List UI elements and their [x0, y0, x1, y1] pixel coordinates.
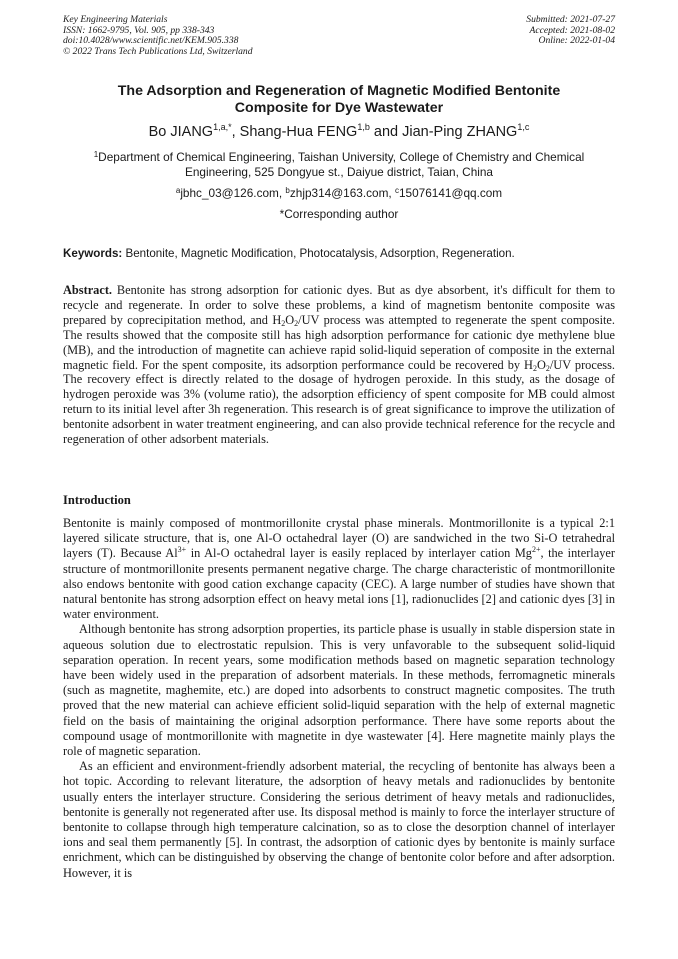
paper-title: The Adsorption and Regeneration of Magnetic Modified Bentonite Composite for Dye Wastewater	[117, 83, 561, 116]
author-emails: $^a$jbhc_03@126.com, $^b$zhjp314@163.com, $^c$15076141@qq.com	[175, 186, 503, 200]
author-affiliation-mark: 1,a,*	[213, 122, 232, 132]
dates-header	[526, 15, 615, 47]
keywords	[63, 247, 615, 261]
paragraph: Although bentonite has strong adsorption properties, its particle phase is usually in stable dispersion state in aqueous solution due to electrostatic repulsion. This is very unfavorable to the subsequent solid-liquid separation operation. In recent years, some modification methods based on magnetic separation technology have been widely used in the preparation of adsorbent materials. In these methods, ferromagnetic minerals (such as magnetite, maghemite, etc.) are doped into adsorbents to construct magnetic composites. The truth proved that the new material can achieve efficient solid-liquid separation with the help of external magnetic field on the basis of maintaining the original adsorption performance. There have some reports about the compound usage of montmorillonite with magnetite in dye wastewater [4]. Here magnetite mainly plays the role of magnetic separation.	[63, 622, 615, 759]
introduction-body	[63, 516, 615, 881]
issn-line: ISSN: 1662-9795, Vol. 905, pp 338-343	[63, 24, 215, 36]
abstract-label: Abstract.	[63, 283, 113, 297]
keywords-text: Bentonite, Magnetic Modification, Photocatalysis, Adsorption, Regeneration.	[122, 247, 515, 260]
email-link[interactable]: 15076141@qq.com	[398, 186, 503, 200]
paragraph: As an efficient and environment-friendly adsorbent material, the recycling of bentonite has always been a hot topic. According to relevant literature, the adsorption of heavy metals and radionuclides by bentonite usually enters the interlayer structure. Considering the serious detriment of heavy metals and radionuclides, bentonite is generally not regenerated after use. Its disposal method is mainly to force the interlayer structure of bentonite to collapse through high temperature calcination, so as to close the desorption channel of interlayer ions and seal them permanently [5]. In contrast, the adsorption of cationic dyes by bentonite is mainly surface enrichment, which can be distinguished by observing the change of bentonite color before and after adsorption. However, it is	[63, 759, 615, 880]
journal-info-header	[63, 15, 253, 57]
author-name: Shang-Hua FENG	[239, 124, 358, 140]
author-name: Jian-Ping ZHANG	[402, 124, 518, 140]
copyright-line: © 2022 Trans Tech Publications Ltd, Switzerland	[63, 45, 253, 57]
section-heading-introduction: Introduction	[63, 493, 131, 507]
affiliation: $^1$Department of Chemical Engineering, Taishan University, College of Chemistry and Chemical Engineering, 525 Dongyue st., Daiyue district, Taian, China	[93, 150, 585, 179]
submitted-date: Submitted: 2021-07-27	[526, 14, 615, 25]
author-affiliation-mark: 1,b	[357, 122, 370, 132]
journal-name: Key Engineering Materials	[63, 14, 168, 25]
keywords-label: Keywords:	[63, 247, 123, 260]
abstract: Abstract. Bentonite has strong adsorption for cationic dyes. But as dye absorbent, it's difficult for them to recycle and regenerate. In order to solve these problems, a kind of magnetism bentonite composite was prepared by coprecipitation method, and $H_2O_2/UV$ process was attempted to regenerate the spent composite. The results showed that the composite still has high adsorption performance for cationic dye methylene blue (MB), and the introduction of magnetite can achieve rapid solid-liquid seperation of composite in the external magnetic field. For the spent composite, its adsorption performance could be recovered by $H_2O_2/UV$ process. The recovery effect is directly related to the dosage of hydrogen peroxide. In this study, as the dosage of hydrogen peroxide was 3% (volume ratio), the adsorption efficiency of spent composite for MB could almost return to its initial level after 3h regeneration. This research is of great significance to improve the utilization of bentonite adsorbent in water treatment engineering, and can also provide technical reference for the recycle and regeneration of other adsorbent materials.	[63, 283, 615, 447]
doi-line: doi:10.4028/www.scientific.net/KEM.905.338	[63, 35, 239, 47]
author-affiliation-mark: 1,c	[517, 122, 530, 132]
author-list: Bo $JIANG^{1,a,*}$, Shang-Hua FENG$^{1,b}$ and Jian-Ping ZHANG$^{1,c}$	[148, 122, 530, 140]
email-link[interactable]: jbhc_03@126.com	[180, 186, 279, 200]
corresponding-author-note: *Corresponding author	[279, 207, 399, 221]
paragraph: Bentonite is mainly composed of montmorillonite crystal phase minerals. Montmorillonite is a typical 2:1 layered silicate structure, that is, one Al-O octahedral layer (O) are sandwiched in the two Si-O tetrahedral layers (T). Because $Al^{3+}$ in Al-O octahedral layer is easily replaced by interlayer cation $Mg^{2+}$, the interlayer structure of montmorillonite presents permanent negative charge. The charge characteristic of montmorillonite also endows bentonite with good cation exchange capacity (CEC). A large number of studies have shown that natural bentonite has strong adsorption effect on heavy metal ions [1], radionuclides [2] and cationic dyes [3] in water environment.	[63, 516, 615, 622]
author-name: Bo JIANG	[148, 124, 214, 140]
accepted-date: Accepted: 2021-08-02	[529, 24, 615, 36]
email-link[interactable]: zhjp314@163.com	[289, 186, 389, 200]
online-date: Online: 2022-01-04	[538, 35, 615, 47]
